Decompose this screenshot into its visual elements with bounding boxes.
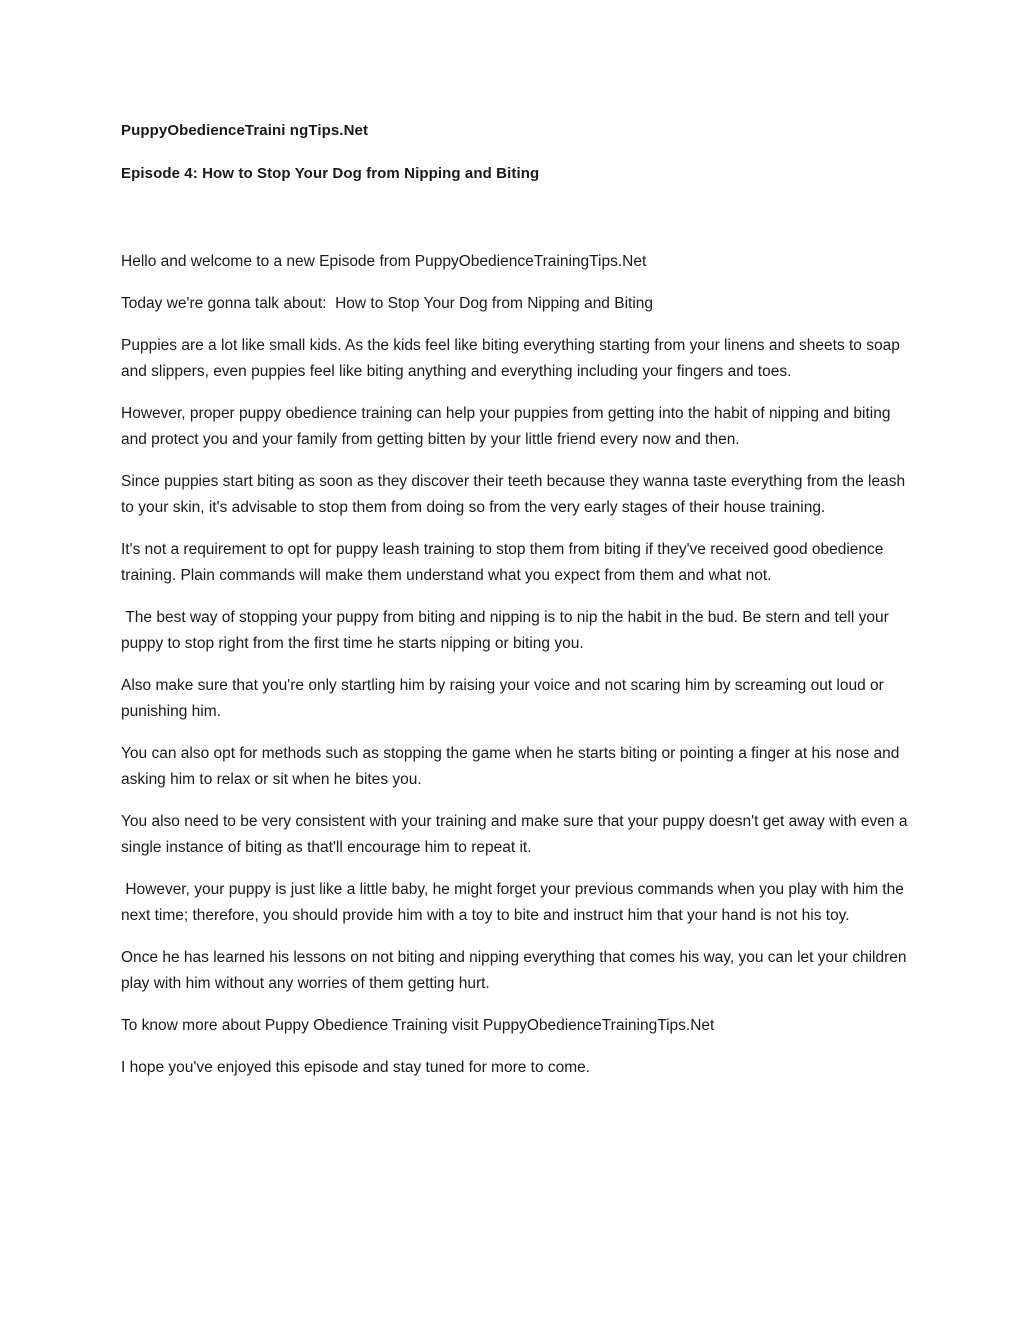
paragraph-children-play: Once he has learned his lessons on not biting and nipping everything that comes his way, you can let your children play with him without any worries of them getting hurt. <box>121 949 911 992</box>
paragraph-know-more: To know more about Puppy Obedience Training visit PuppyObedienceTrainingTips.Net <box>121 1017 715 1034</box>
paragraph-startling: Also make sure that you're only startling him by raising your voice and not scaring him by screaming out loud or punishing him. <box>121 677 889 720</box>
paragraph-welcome: Hello and welcome to a new Episode from PuppyObedienceTrainingTips.Net <box>121 253 647 270</box>
document-page <box>121 120 911 1097</box>
paragraph-toy: However, your puppy is just like a little baby, he might forget your previous commands when you play with him the next time; therefore, you should provide him with a toy to bite and instruct him that your hand is not his toy. <box>121 881 909 924</box>
episode-title-heading: Episode 4: How to Stop Your Dog from Nipping and Biting <box>121 165 540 182</box>
paragraph-nip-in-bud: The best way of stopping your puppy from biting and nipping is to nip the habit in the bud. Be stern and tell your puppy to stop right from the first time he starts nipping or biting you. <box>121 609 894 652</box>
paragraph-obedience-training: However, proper puppy obedience training can help your puppies from getting into the habit of nipping and biting and protect you and your family from getting bitten by your little friend every now and then. <box>121 405 895 448</box>
paragraph-leash-training: It's not a requirement to opt for puppy leash training to stop them from biting if they've received good obedience training. Plain commands will make them understand what you expect from them and what not. <box>121 541 888 584</box>
site-name-heading: PuppyObedienceTraini ngTips.Net <box>121 122 369 139</box>
paragraph-teeth-discovery: Since puppies start biting as soon as they discover their teeth because they wanna taste everything from the leash to your skin, it's advisable to stop them from doing so from the very early stages of their house training. <box>121 473 910 516</box>
paragraph-topic: Today we're gonna talk about: How to Stop Your Dog from Nipping and Biting <box>121 295 654 312</box>
paragraph-consistency: You also need to be very consistent with your training and make sure that your puppy doesn't get away with even a single instance of biting as that'll encourage him to repeat it. <box>121 813 912 856</box>
paragraph-methods: You can also opt for methods such as stopping the game when he starts biting or pointing a finger at his nose and asking him to relax or sit when he bites you. <box>121 745 904 788</box>
document-body <box>121 249 911 1081</box>
paragraph-closing: I hope you've enjoyed this episode and stay tuned for more to come. <box>121 1059 591 1076</box>
paragraph-puppies-like-kids: Puppies are a lot like small kids. As the kids feel like biting everything starting from your linens and sheets to soap and slippers, even puppies feel like biting anything and everything including your fingers and toes. <box>121 337 905 380</box>
